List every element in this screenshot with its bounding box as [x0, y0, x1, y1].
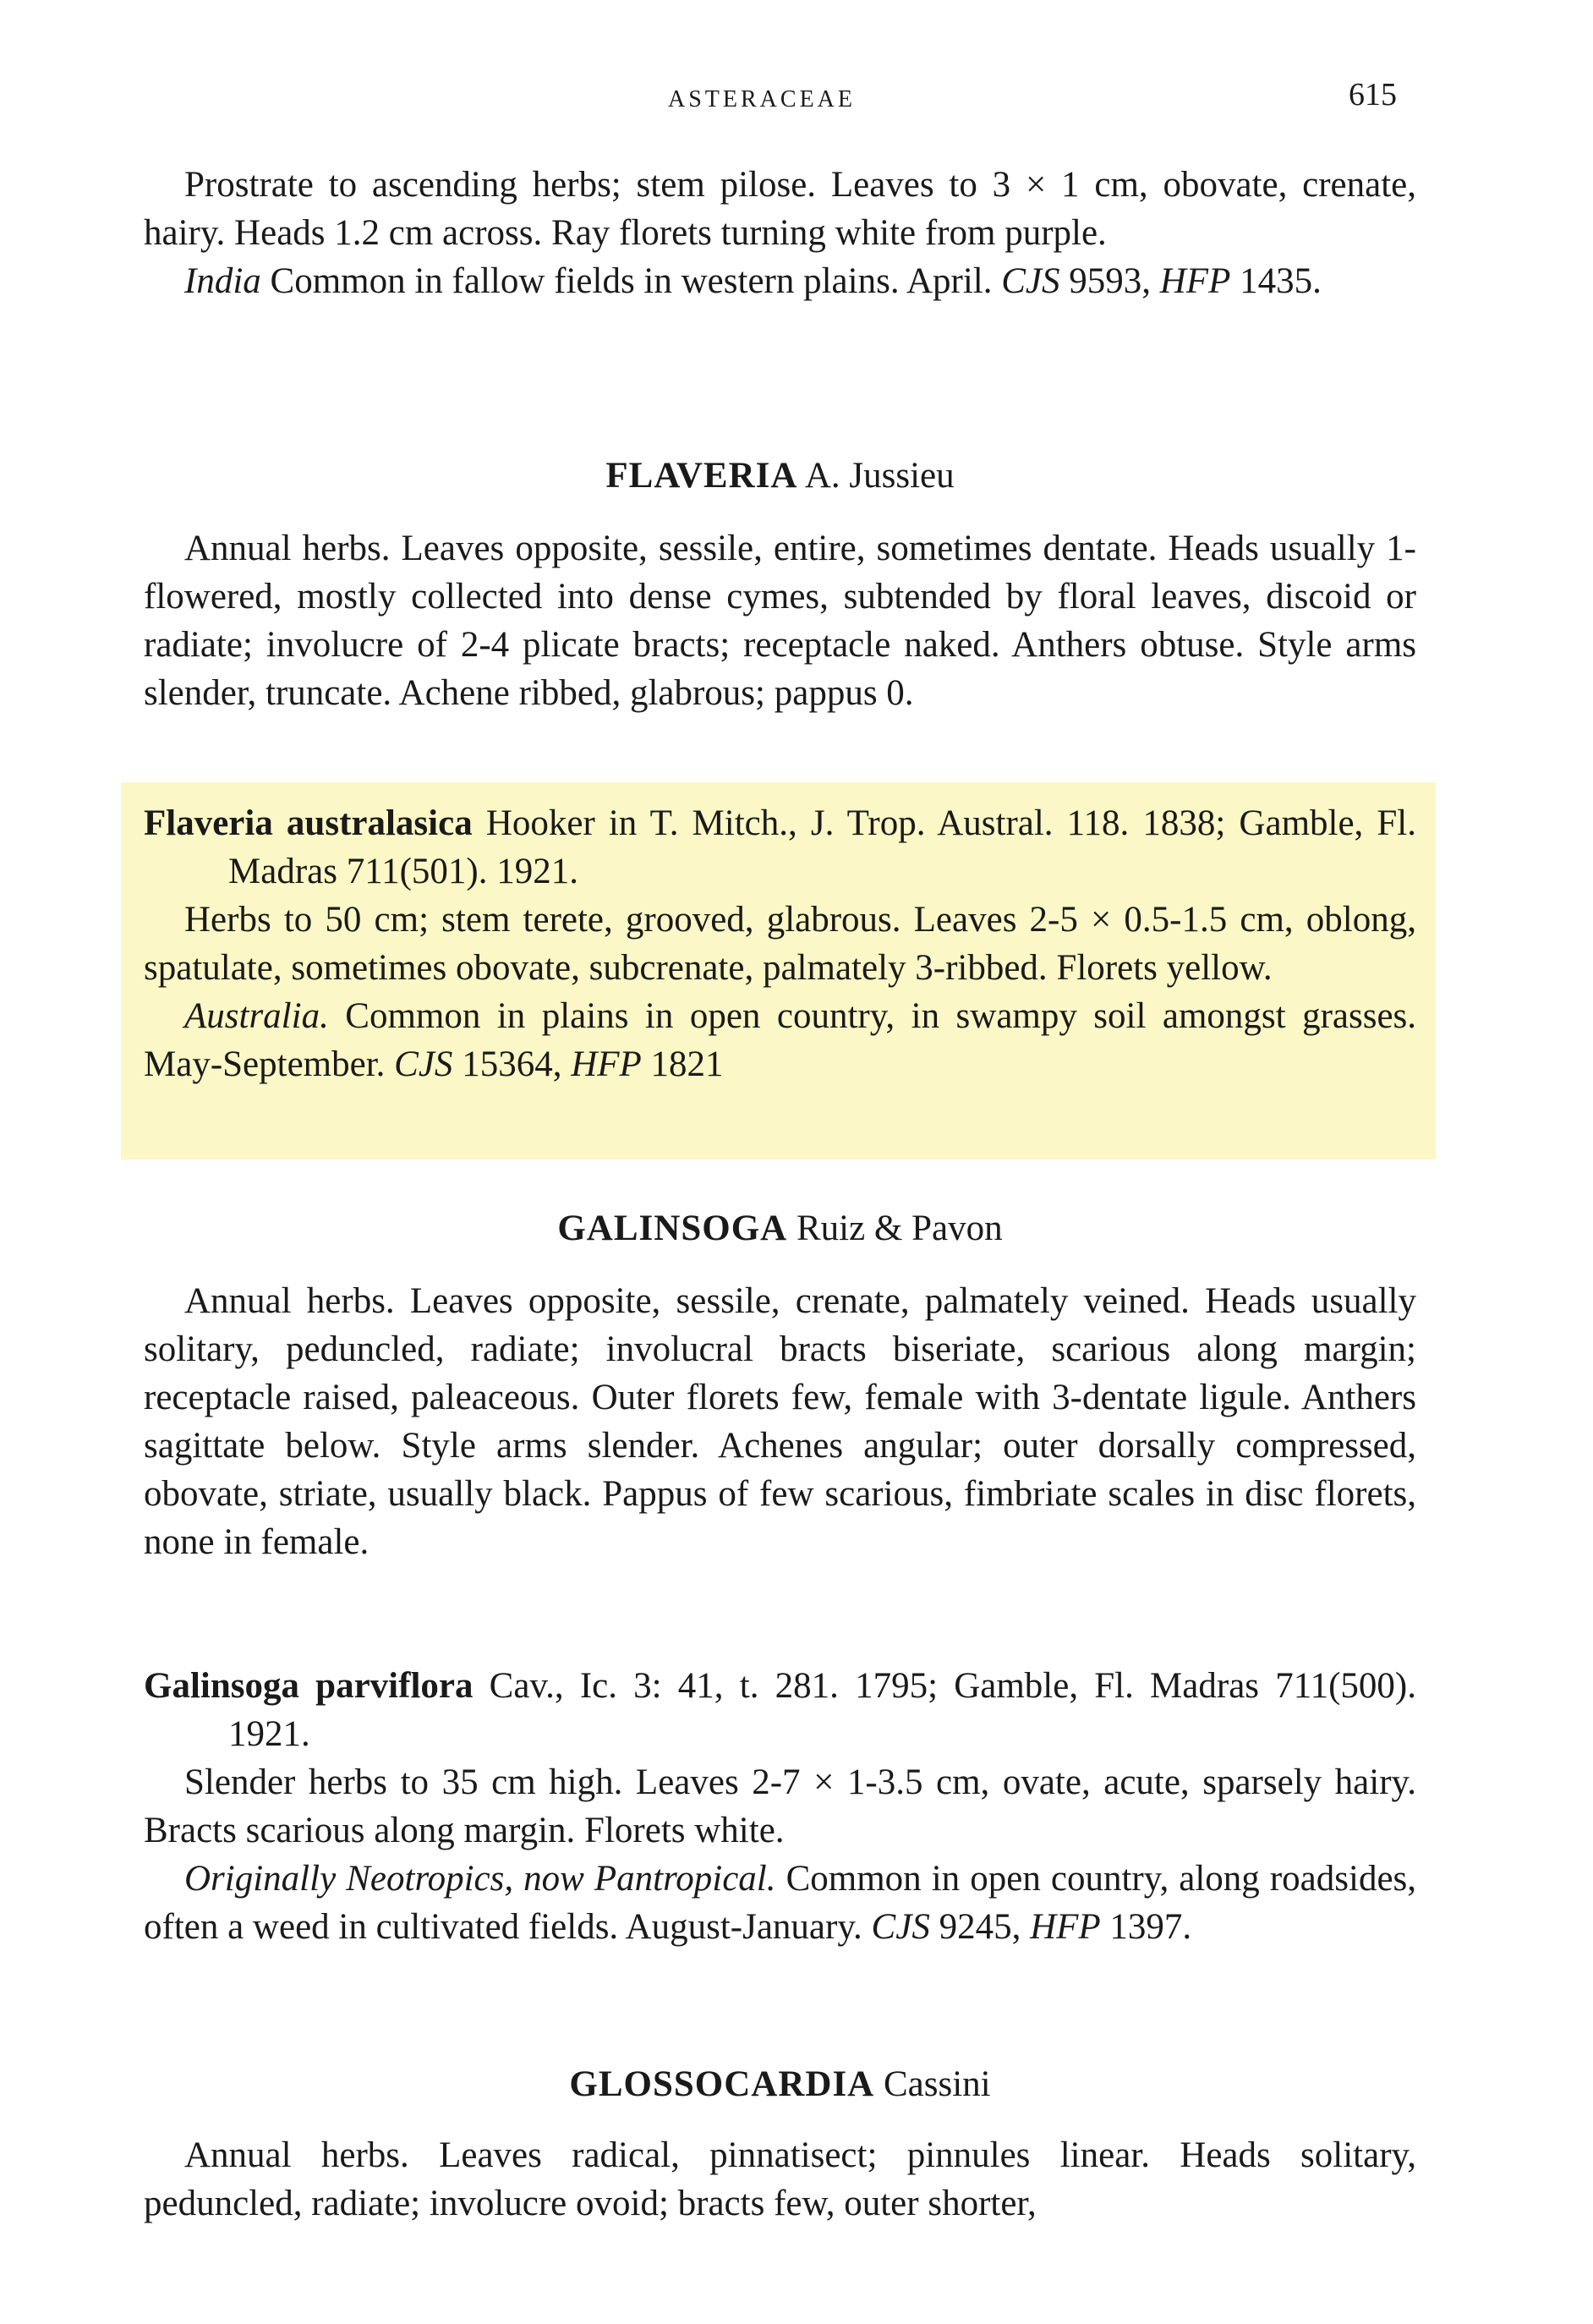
- specimen-number: 1435.: [1240, 261, 1322, 301]
- genus-description: Annual herbs. Leaves radical, pinnatisect; pinnules linear. Heads solitary, peduncled, radiate; involucre ovoid; bracts few, outer shorter,: [144, 2135, 1416, 2223]
- distribution-text: Common in plains in open country, in swampy soil amongst grasses. May-September.: [144, 996, 1417, 1084]
- genus-name: GLOSSOCARDIA: [569, 2064, 875, 2104]
- genus-description: Annual herbs. Leaves opposite, sessile, crenate, palmately veined. Heads usually solitary, peduncled, radiate; involucral bracts biseriate, scarious along margin; receptacle raised, paleaceous. Outer florets few, female with 3-dentate ligule. Anthers sagittate below. Style arms slender. Achenes angular; outer dorsally compressed, obovate, striate, usually black. Pappus of few scarious, fimbriate scales in disc florets, none in female.: [144, 1281, 1416, 1562]
- specimen-code: CJS: [394, 1044, 453, 1084]
- previous-species-entry: [144, 161, 1416, 305]
- genus-name: FLAVERIA: [605, 456, 798, 496]
- specimen-code: HFP: [1159, 261, 1231, 301]
- distribution-text: Common in open country, along roadsides, often a weed in cultivated fields. August-January.: [144, 1859, 1417, 1947]
- specimen-code: CJS: [871, 1907, 930, 1947]
- distribution-place: Australia.: [184, 996, 329, 1036]
- genus-description-galinsoga: [144, 1277, 1416, 1566]
- genus-name: GALINSOGA: [557, 1209, 788, 1248]
- running-head: ASTERACEAE: [668, 86, 856, 112]
- specimen-code: HFP: [571, 1044, 642, 1084]
- specimen-number: 9593,: [1069, 261, 1151, 301]
- citation-text: Cav., Ic. 3: 41, t. 281. 1795; Gamble, Fl. Madras 711(500). 1921.: [228, 1666, 1416, 1754]
- genus-heading-flaveria: [144, 455, 1416, 496]
- genus-description-glossocardia: [144, 2131, 1416, 2228]
- species-distribution: [144, 257, 1416, 305]
- specimen-number: 1821: [650, 1044, 724, 1084]
- species-name: Flaveria australasica: [144, 803, 473, 843]
- species-distribution: [144, 992, 1416, 1088]
- genus-author: Cassini: [883, 2064, 991, 2104]
- genus-heading-galinsoga: [144, 1208, 1416, 1249]
- specimen-number: 15364,: [462, 1044, 562, 1084]
- species-description: Slender herbs to 35 cm high. Leaves 2-7 × 1-3.5 cm, ovate, acute, sparsely hairy. Bracts scarious along margin. Florets white.: [144, 1762, 1416, 1850]
- distribution-place: Originally Neotropics, now Pantropical.: [184, 1859, 776, 1899]
- specimen-number: 9245,: [939, 1907, 1021, 1947]
- specimen-code: CJS: [1001, 261, 1060, 301]
- species-citation: [144, 799, 1416, 896]
- species-name: Galinsoga parviflora: [144, 1666, 474, 1706]
- species-citation: [144, 1662, 1416, 1758]
- distribution-place: India: [184, 261, 261, 301]
- genus-description-flaveria: [144, 524, 1416, 717]
- species-distribution: [144, 1855, 1416, 1951]
- species-description: Prostrate to ascending herbs; stem pilose. Leaves to 3 × 1 cm, obovate, crenate, hairy. Heads 1.2 cm across. Ray florets turning white from purple.: [144, 165, 1416, 253]
- specimen-code: HFP: [1030, 1907, 1101, 1947]
- specimen-number: 1397.: [1109, 1907, 1192, 1947]
- distribution-text: Common in fallow fields in western plains. April.: [270, 261, 993, 301]
- genus-author: A. Jussieu: [804, 456, 955, 496]
- genus-heading-glossocardia: [144, 2064, 1416, 2105]
- citation-text: Hooker in T. Mitch., J. Trop. Austral. 118. 1838; Gamble, Fl. Madras 711(501). 1921.: [228, 803, 1417, 891]
- species-description: Herbs to 50 cm; stem terete, grooved, glabrous. Leaves 2-5 × 0.5-1.5 cm, oblong, spatulate, sometimes obovate, subcrenate, palmately 3-ribbed. Florets yellow.: [144, 900, 1416, 988]
- page-number: 615: [1349, 77, 1397, 112]
- genus-author: Ruiz & Pavon: [796, 1209, 1003, 1248]
- species-entry-flaveria-australasica: [144, 799, 1416, 1088]
- genus-description: Annual herbs. Leaves opposite, sessile, entire, sometimes dentate. Heads usually 1-flowered, mostly collected into dense cymes, subtended by floral leaves, discoid or radiate; involucre of 2-4 plicate bracts; receptacle naked. Anthers obtuse. Style arms slender, truncate. Achene ribbed, glabrous; pappus 0.: [144, 529, 1416, 713]
- species-entry-galinsoga-parviflora: [144, 1662, 1416, 1951]
